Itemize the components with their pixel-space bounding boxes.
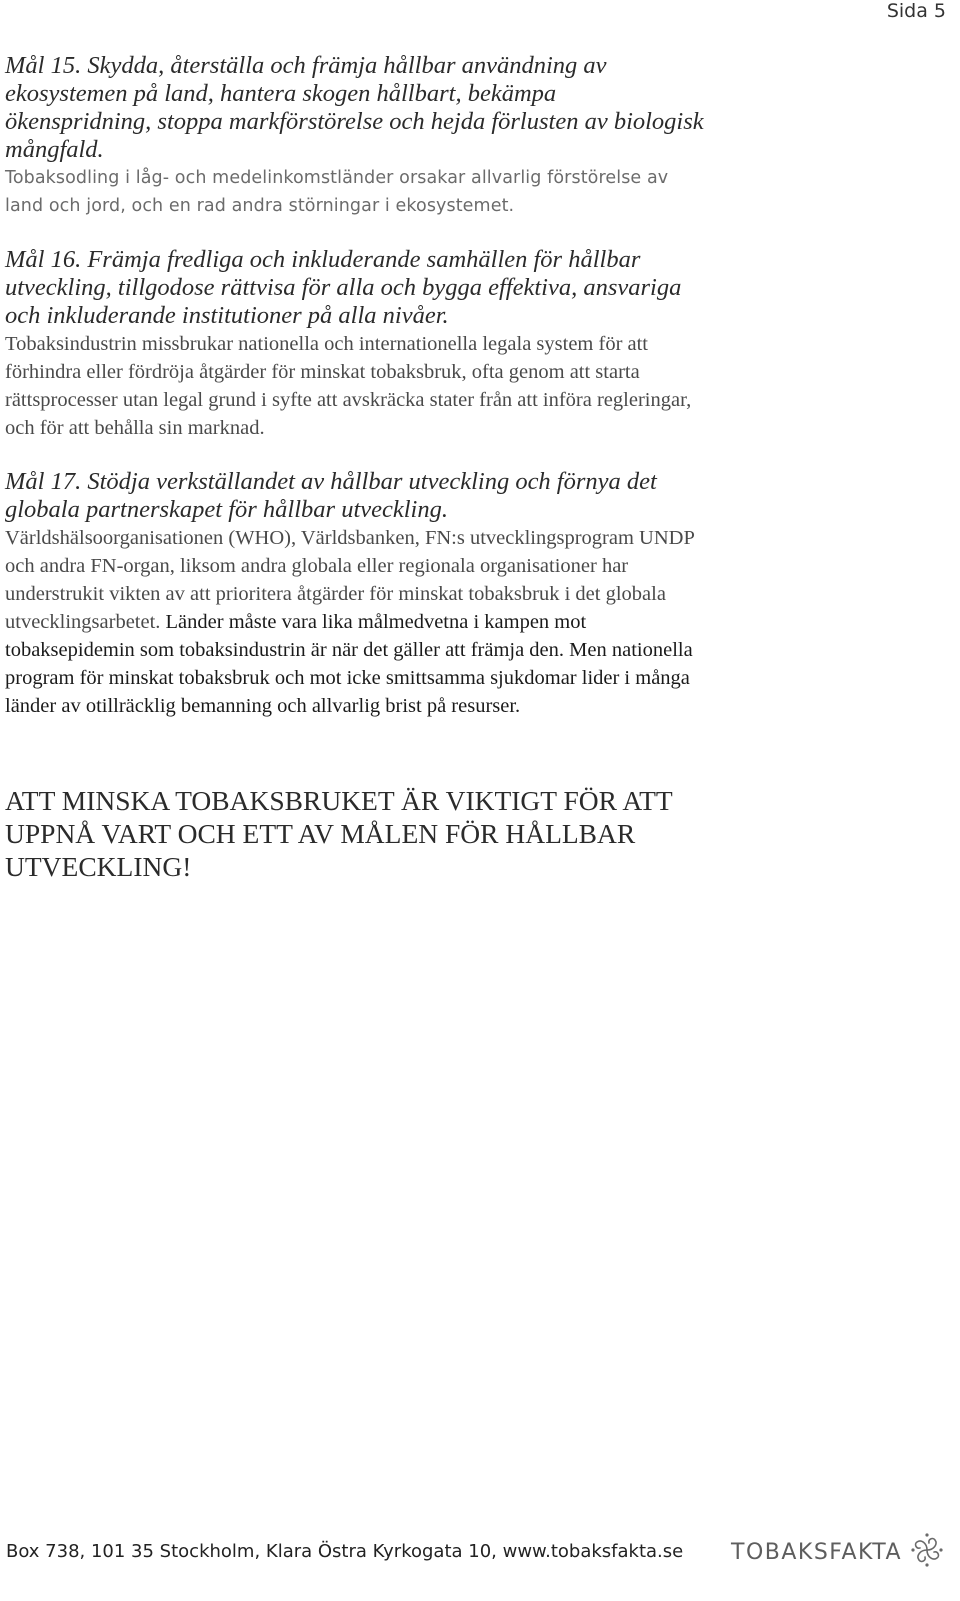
page-number: Sida 5 xyxy=(886,0,946,22)
goal-body-text-emphasis: Länder måste vara lika målmedvetna i kampen mot tobaksepidemin som tobaksindustrin är när det gäller att främja den. Men nationella program för minskat tobaksbruk och mot icke smittsamma sjukdomar lider i många länder av otillräcklig bemanning och allvarlig brist på resurser. xyxy=(5,611,693,717)
goal-body xyxy=(5,330,705,442)
flourish-logo-icon xyxy=(908,1531,946,1574)
goal-body-text: Tobaksindustrin missbrukar nationella och internationella legala system för att förhindra eller fördröja åtgärder för minskat tobaksbruk, ofta genom att starta rättsprocesser utan legal grund i syfte att avskräcka stater från att införa regleringar, och för att behålla sin marknad. xyxy=(5,333,692,439)
goal-body xyxy=(5,164,705,220)
goal-body xyxy=(5,524,705,720)
goal-15 xyxy=(5,52,705,220)
goal-16 xyxy=(5,246,705,442)
footer-logo xyxy=(731,1531,946,1574)
goal-17 xyxy=(5,468,705,720)
goal-heading: Mål 17. Stödja verkställandet av hållbar utveckling och förnya det globala partnerskapet för hållbar utveckling. xyxy=(5,468,657,523)
goal-body-text: Tobaksodling i låg- och medelinkomstländer orsakar allvarlig förstörelse av land och jord, och en rad andra störningar i ekosystemet. xyxy=(5,168,669,216)
goal-heading: Mål 15. Skydda, återställa och främja hållbar användning av ekosystemen på land, hantera skogen hållbart, bekämpa ökenspridning, stoppa markförstörelse och hejda förlusten av biologisk mångfald. xyxy=(5,52,704,163)
goal-heading: Mål 16. Främja fredliga och inkluderande samhällen för hållbar utveckling, tillgodose rättvisa för alla och bygga effektiva, ansvariga och inkluderande institutioner på alla nivåer. xyxy=(5,246,682,329)
footer-address: Box 738, 101 35 Stockholm, Klara Östra Kyrkogata 10, www.tobaksfakta.se xyxy=(6,1541,684,1562)
logo-text: TOBAKSFAKTA xyxy=(731,1540,902,1565)
callout-statement: ATT MINSKA TOBAKSBRUKET ÄR VIKTIGT FÖR ATT UPPNÅ VART OCH ETT AV MÅLEN FÖR HÅLLBAR UTVECKLING! xyxy=(5,785,673,882)
goal-body-text: Världshälsoorganisationen (WHO), Världsbanken, FN:s utvecklingsprogram UNDP och andra FN-organ, liksom andra globala eller regionala organisationer har understrukit vikten av att prioritera åtgärder för minskat tobaksbruk i det globala utvecklingsarbetet. xyxy=(5,527,695,633)
document-content xyxy=(5,52,705,883)
